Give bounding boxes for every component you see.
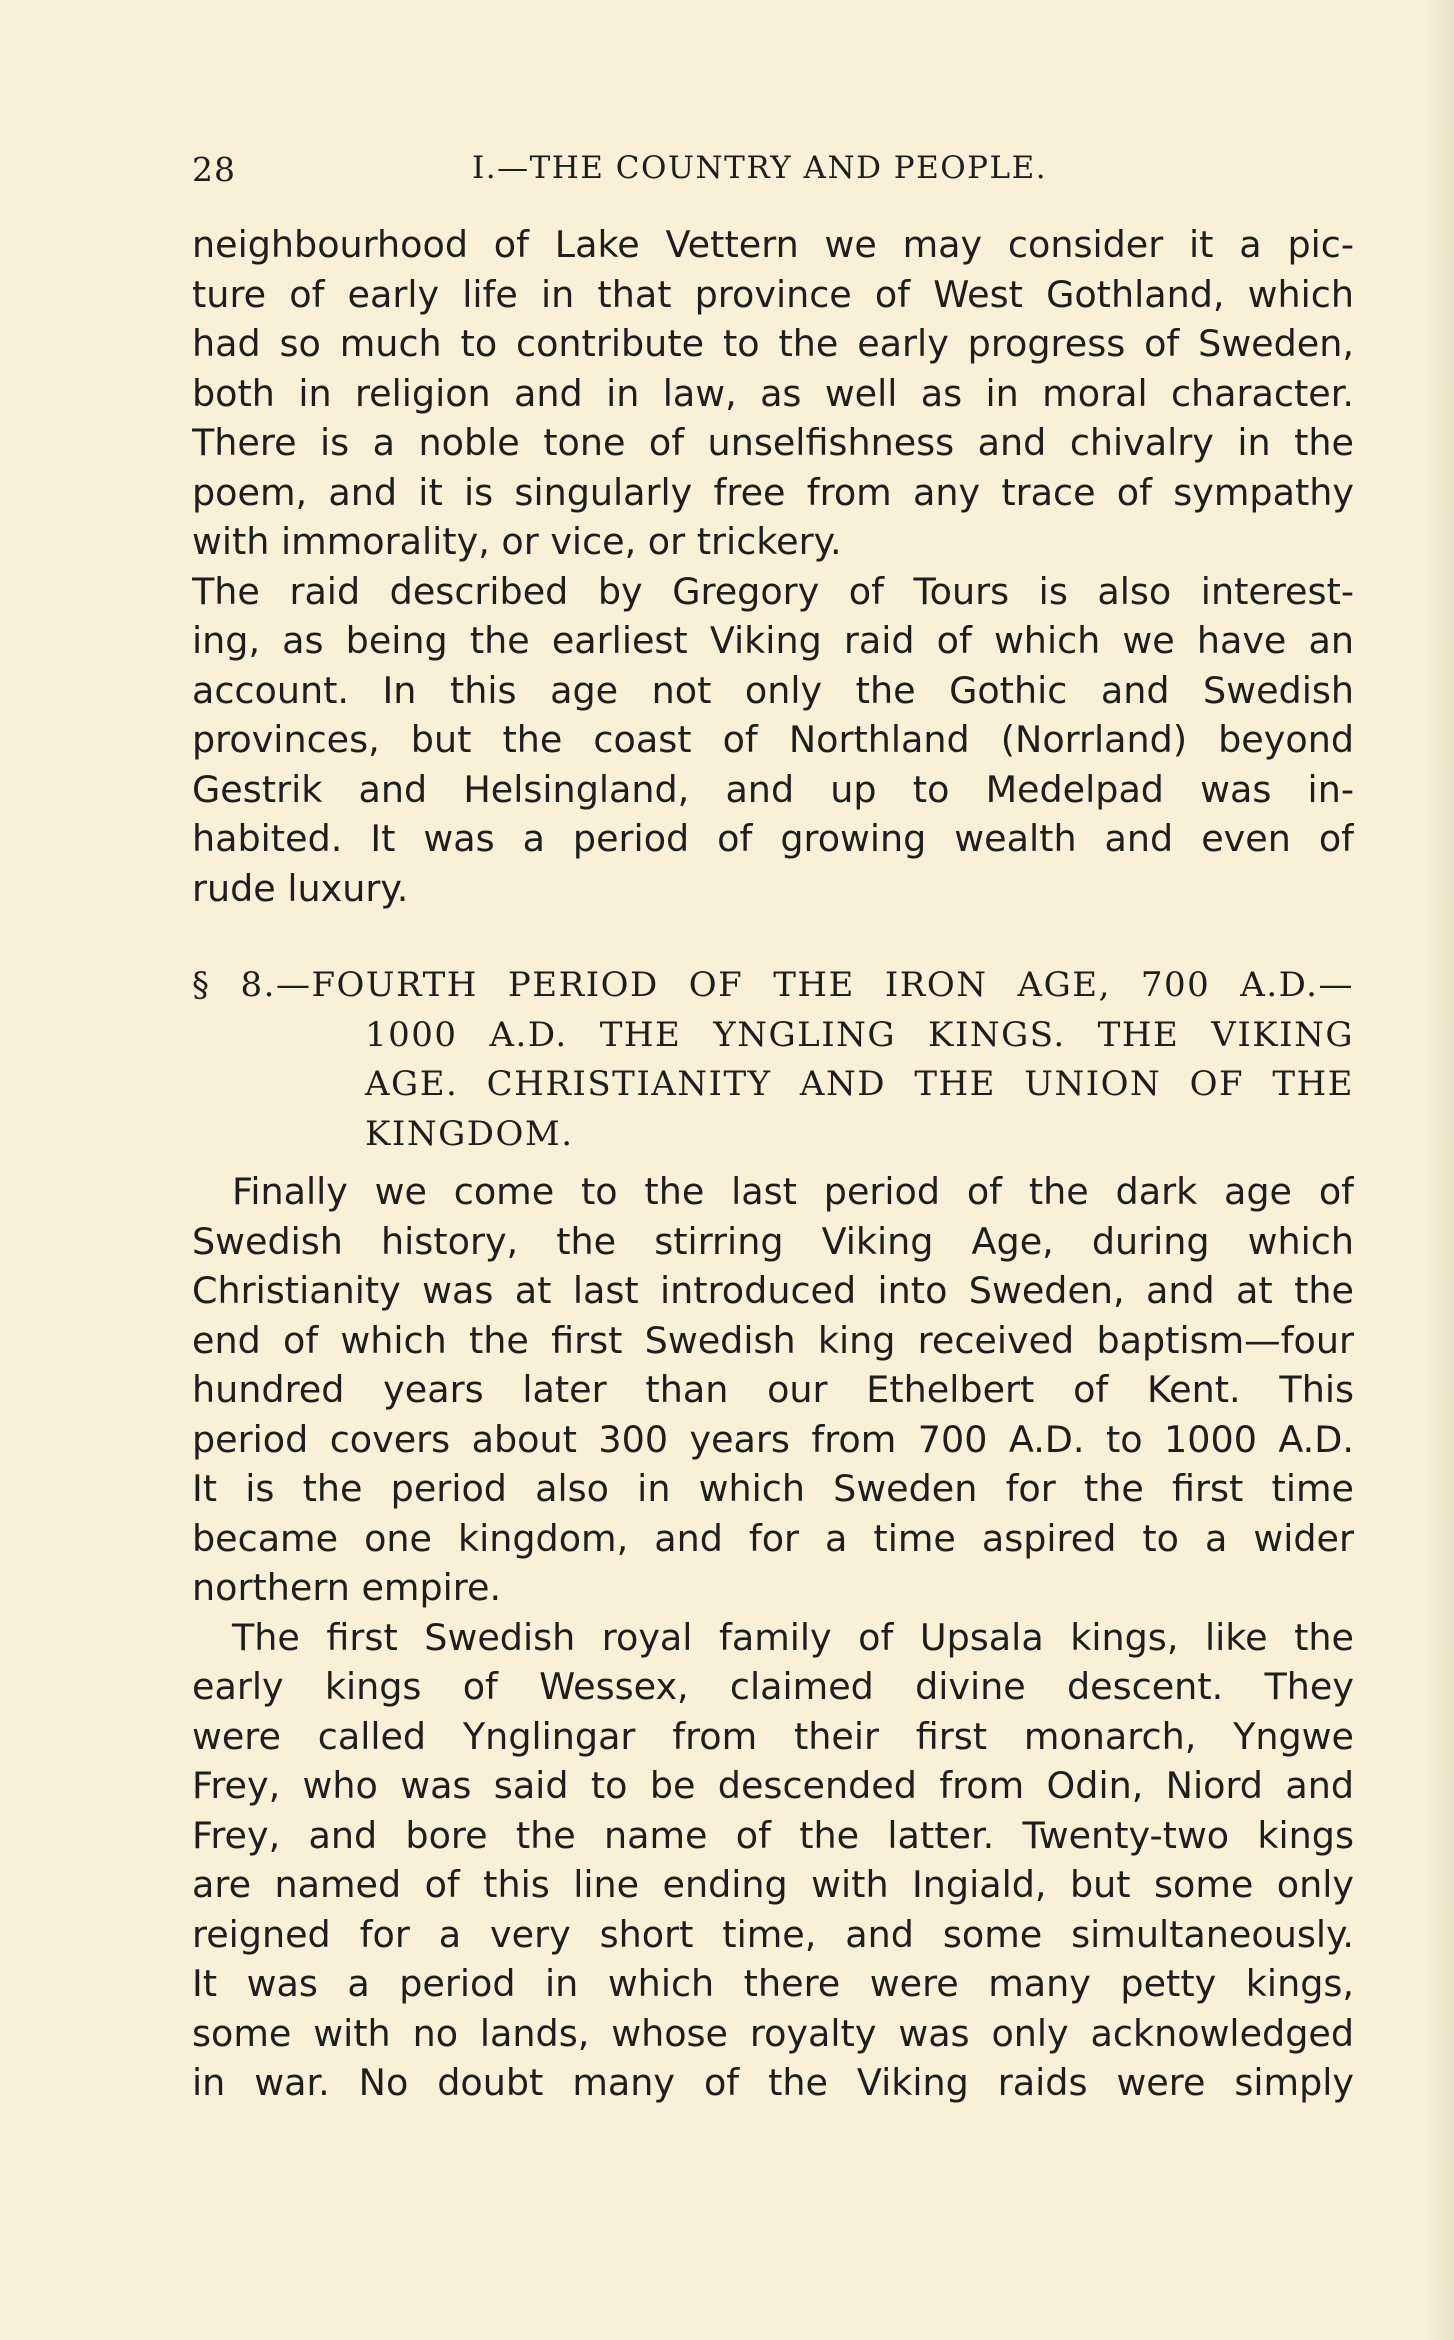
text-line: ing, as being the earliest Viking raid of which we have an [192,619,1354,662]
page-number: 28 [192,150,236,189]
text-line: Christianity was at last introduced into Sweden, and at the [192,1269,1354,1312]
text-line: The first Swedish royal family of Upsala kings, like the [232,1615,1354,1659]
text-line: It is the period also in which Sweden for the first time [192,1467,1354,1510]
body-text [192,220,1354,2108]
page-header [192,150,1354,200]
paragraph-1 [192,220,1354,567]
text-line: early kings of Wessex, claimed divine descent. They [192,1665,1354,1708]
text-line: in war. No doubt many of the Viking raids were simply [192,2061,1354,2104]
heading-line: AGE. CHRISTIANITY AND THE UNION OF THE [365,1064,1354,1104]
text-line: Finally we come to the last period of the dark age of [232,1170,1354,1213]
text-line: There is a noble tone of unselfishness and chivalry in the [192,421,1354,464]
paragraph-4 [192,1613,1354,2108]
page-edge-shadow [1424,0,1454,2340]
text-line: both in religion and in law, as well as in moral character. [192,371,1354,415]
text-line: provinces, but the coast of Northland (Norrland) beyond [192,718,1354,761]
text-line: neighbourhood of Lake Vettern we may consider it a pic- [192,223,1354,266]
section-heading [192,961,1354,1159]
text-line: with immorality, or vice, or trickery. [192,520,842,563]
text-line: had so much to contribute to the early progress of Sweden, [192,322,1354,365]
text-line: some with no lands, whose royalty was only acknowledged [192,2011,1354,2055]
text-line: Swedish history, the stirring Viking Age, during which [192,1219,1354,1263]
section-spacer [192,913,1354,961]
text-line: were called Ynglingar from their first monarch, Yngwe [192,1714,1354,1758]
heading-spacer [192,1159,1354,1167]
text-line: are named of this line ending with Ingiald, but some only [192,1863,1354,1906]
text-line: became one kingdom, and for a time aspired to a wider [192,1516,1354,1560]
text-line: habited. It was a period of growing wealth and even of [192,817,1354,860]
heading-line: 1000 A.D. THE YNGLING KINGS. THE VIKING [365,1014,1354,1055]
text-line: Gestrik and Helsingland, and up to Medelpad was in- [192,767,1354,811]
text-line: northern empire. [192,1566,502,1609]
text-line: It was a period in which there were many petty kings, [192,1962,1354,2005]
heading-line: § 8.—FOURTH PERIOD OF THE IRON AGE, 700 A.D.— [192,965,1354,1005]
text-line: The raid described by Gregory of Tours is also interest- [192,569,1354,613]
text-line: reigned for a very short time, and some simultaneously. [192,1912,1354,1956]
text-line: end of which the first Swedish king received baptism—four [192,1318,1354,1362]
text-line: period covers about 300 years from 700 A.D. to 1000 A.D. [192,1417,1354,1461]
text-line: account. In this age not only the Gothic and Swedish [192,668,1354,712]
text-line: poem, and it is singularly free from any trace of sympathy [192,470,1354,514]
text-line: Frey, who was said to be descended from Odin, Niord and [192,1764,1354,1807]
heading-line: KINGDOM. [365,1113,574,1154]
text-line: rude luxury. [192,866,409,910]
paragraph-2 [192,567,1354,914]
text-line: Frey, and bore the name of the latter. Twenty-two kings [192,1813,1354,1857]
text-line: ture of early life in that province of West Gothland, which [192,272,1354,316]
running-head: I.—THE COUNTRY AND PEOPLE. [472,150,1048,186]
text-line: hundred years later than our Ethelbert of Kent. This [192,1368,1354,1411]
paragraph-3 [192,1167,1354,1613]
